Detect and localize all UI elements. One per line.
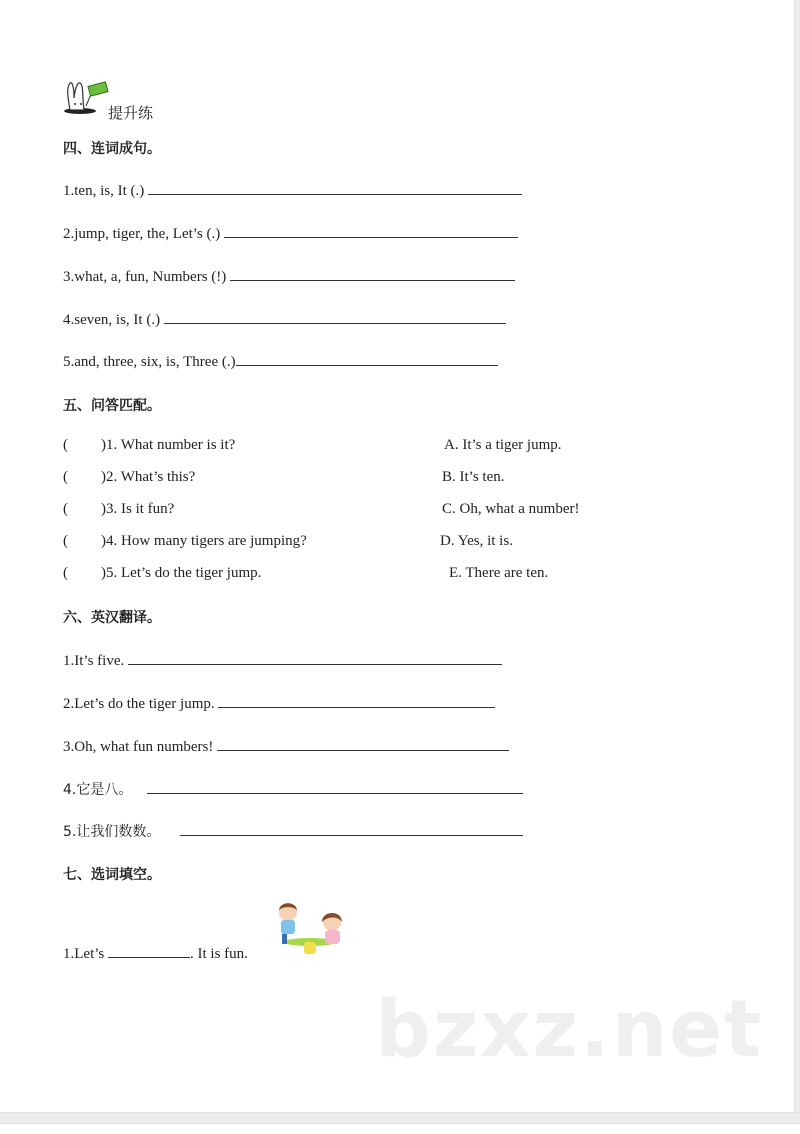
answer-paren[interactable]: (	[63, 469, 68, 485]
match-question-2	[63, 469, 195, 486]
page-separator	[0, 1112, 800, 1124]
translation-item-5	[63, 821, 523, 841]
answer-paren[interactable]: (	[63, 565, 68, 581]
sentence-prompt: 5.and, three, six, is, Three (.)	[63, 354, 236, 370]
match-answer-c: C. Oh, what a number!	[442, 501, 580, 517]
translation-prompt: 4.它是八。	[63, 782, 133, 798]
sentence-item-1	[63, 180, 522, 200]
sentence-prompt: 1.ten, is, It (.)	[63, 183, 145, 199]
match-answer-a: A. It’s a tiger jump.	[444, 437, 562, 453]
question-text: )5. Let’s do the tiger jump.	[101, 565, 262, 581]
question-text: )1. What number is it?	[101, 437, 236, 453]
question-text: )4. How many tigers are jumping?	[101, 533, 307, 549]
translation-prompt: 1.It’s five.	[63, 653, 125, 669]
sentence-prompt: 2.jump, tiger, the, Let’s (.)	[63, 226, 221, 242]
question-text: )2. What’s this?	[101, 469, 196, 485]
answer-blank[interactable]	[148, 180, 522, 195]
match-question-5	[63, 565, 261, 582]
sentence-item-2	[63, 223, 518, 243]
match-question-3	[63, 501, 174, 518]
answer-blank[interactable]	[147, 779, 523, 794]
match-answer-d: D. Yes, it is.	[440, 533, 513, 549]
question-text: )3. Is it fun?	[101, 501, 175, 517]
fill-prompt-before: 1.Let’s	[63, 946, 105, 962]
sentence-item-4	[63, 309, 506, 329]
section-5-title: 五、问答匹配。	[63, 398, 161, 414]
answer-paren[interactable]: (	[63, 533, 68, 549]
watermark: bzxz.net	[375, 985, 764, 1075]
section-7-title: 七、选词填空。	[63, 867, 161, 883]
answer-blank[interactable]	[236, 351, 498, 366]
answer-blank[interactable]	[218, 693, 495, 708]
translation-item-4	[63, 779, 523, 799]
translation-prompt: 2.Let’s do the tiger jump.	[63, 696, 215, 712]
section-6-title: 六、英汉翻译。	[63, 610, 161, 626]
match-answer-b: B. It’s ten.	[442, 469, 505, 485]
page-right-edge	[794, 0, 800, 1112]
answer-paren[interactable]: (	[63, 501, 68, 517]
answer-blank[interactable]	[128, 650, 502, 665]
sentence-item-3	[63, 266, 515, 286]
answer-blank[interactable]	[180, 821, 523, 836]
translation-prompt: 3.Oh, what fun numbers!	[63, 739, 214, 755]
sentence-item-5	[63, 351, 498, 371]
answer-blank[interactable]	[164, 309, 506, 324]
match-question-4	[63, 533, 307, 550]
match-question-1	[63, 437, 235, 454]
section-4-title: 四、连词成句。	[63, 141, 161, 157]
children-seesaw-illustration	[270, 898, 350, 963]
answer-blank[interactable]	[224, 223, 518, 238]
translation-item-2	[63, 693, 495, 713]
sentence-prompt: 4.seven, is, It (.)	[63, 312, 161, 328]
translation-item-3	[63, 736, 509, 756]
fill-prompt-after: . It is fun.	[190, 946, 248, 962]
sentence-prompt: 3.what, a, fun, Numbers (!)	[63, 269, 227, 285]
bunny-with-sign-icon	[62, 80, 110, 119]
exercise-header-title: 提升练	[108, 104, 154, 122]
translation-item-1	[63, 650, 502, 670]
answer-paren[interactable]: (	[63, 437, 68, 453]
match-answer-e: E. There are ten.	[449, 565, 549, 581]
fill-item-1	[63, 943, 248, 963]
answer-blank[interactable]	[108, 943, 190, 958]
answer-blank[interactable]	[230, 266, 515, 281]
answer-blank[interactable]	[217, 736, 509, 751]
translation-prompt: 5.让我们数数。	[63, 824, 161, 840]
